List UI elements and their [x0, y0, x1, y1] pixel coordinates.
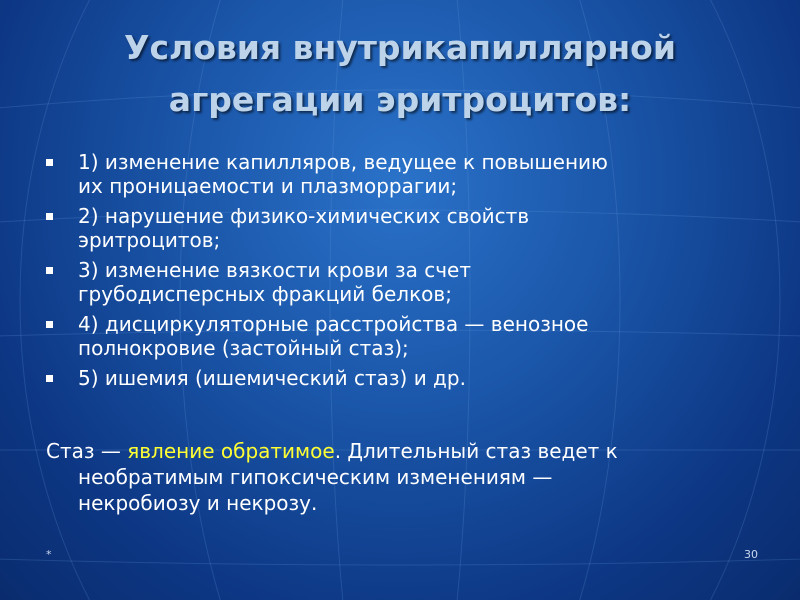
list-item-line-1: 1) изменение капилляров, ведущее к повышению [78, 150, 608, 174]
note-line-2: необратимым гипоксическим изменениям — [78, 465, 553, 489]
list-item-line-2: полнокровие (застойный стаз); [78, 336, 409, 360]
square-bullet-icon [46, 267, 53, 274]
note-line-3: некробиозу и некрозу. [78, 491, 318, 515]
list-item [42, 204, 782, 252]
note-rest: . Длительный стаз ведет к [334, 439, 618, 463]
stasis-note [46, 438, 796, 516]
square-bullet-icon [46, 321, 53, 328]
title-line-1: Условия внутрикапиллярной [124, 28, 676, 67]
list-item-line-1: 2) нарушение физико-химических свойств [78, 204, 530, 228]
title-line-2: агрегации эритроцитов: [168, 80, 632, 119]
list-item-line-2: грубодисперсных фракций белков; [78, 282, 452, 306]
list-item [42, 312, 782, 360]
list-item-line-1: 3) изменение вязкости крови за счет [78, 258, 471, 282]
note-prefix: Стаз — [46, 439, 128, 463]
list-item-line-2: их проницаемости и плазморрагии; [78, 174, 458, 198]
list-item-line-1: 4) дисциркуляторные расстройства — венозное [78, 312, 589, 336]
slide-number: 30 [744, 548, 758, 561]
note-highlight: явление обратимое [127, 439, 335, 463]
square-bullet-icon [46, 159, 53, 166]
conditions-list [42, 150, 782, 396]
list-item [42, 150, 782, 198]
square-bullet-icon [46, 375, 53, 382]
list-item [42, 258, 782, 306]
slide-title [0, 22, 800, 126]
list-item [42, 366, 782, 390]
list-item-line-1: 5) ишемия (ишемический стаз) и др. [78, 366, 466, 390]
square-bullet-icon [46, 213, 53, 220]
footer-asterisk: * [46, 548, 52, 561]
list-item-line-2: эритроцитов; [78, 228, 221, 252]
